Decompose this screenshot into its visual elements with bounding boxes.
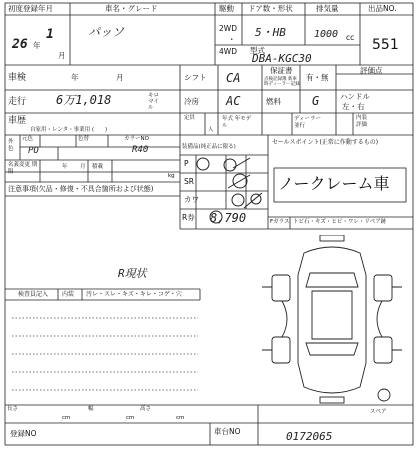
hw-ac: AC bbox=[226, 94, 241, 108]
history-sub-label: 自家用・レンタ・事業用 ( ) bbox=[30, 127, 108, 133]
kg-unit: kg bbox=[168, 173, 175, 179]
displacement-label: 排気量 bbox=[316, 4, 339, 13]
fglass-label: Fガラス bbox=[270, 219, 290, 225]
inspection-year-unit: 年 bbox=[71, 73, 79, 82]
inspection-month-unit: 月 bbox=[116, 73, 124, 82]
model-year-label: 年式 年モデル bbox=[222, 116, 252, 129]
warranty-sub-label: 点検記録簿 新車時ディーラー記録 bbox=[264, 77, 300, 87]
color-no-label: カラーNO bbox=[124, 136, 149, 142]
inspection-label: 車検 bbox=[8, 73, 27, 83]
lot-no-value: 551 bbox=[372, 37, 399, 53]
ac-label: 冷房 bbox=[184, 97, 199, 106]
name-change-year: 年 bbox=[62, 164, 68, 170]
model-label: 型式 bbox=[250, 46, 265, 55]
no-claim-text: ノークレーム車 bbox=[278, 174, 390, 193]
fuel-label: 燃料 bbox=[266, 97, 281, 106]
hw-r-amount: 8,790 bbox=[210, 211, 247, 225]
equip-item-sr: SR bbox=[184, 177, 194, 186]
year-unit: 年 bbox=[33, 41, 41, 50]
history-label: 車歴 bbox=[8, 116, 27, 126]
hw-chassis: 0172065 bbox=[286, 430, 333, 443]
warranty-label: 保証書 bbox=[270, 66, 293, 75]
hw-r-status: R現状 bbox=[118, 267, 147, 280]
color-change-label: 色替 bbox=[78, 136, 90, 142]
drive-4wd: 4WD bbox=[219, 47, 237, 56]
handle-label: ハンドル bbox=[340, 92, 370, 101]
first-reg-label: 初度登録年月 bbox=[8, 4, 53, 13]
handle-value: 左・右 bbox=[342, 102, 365, 111]
selling-points-title: セールスポイント(正常に作動するもの) bbox=[272, 139, 379, 146]
hw-reg-month: 1 bbox=[46, 27, 54, 42]
height-cm: cm bbox=[176, 415, 185, 421]
equip-item-p: P bbox=[184, 159, 189, 168]
door-shape-label: ドア数・形状 bbox=[248, 4, 293, 13]
shift-label: シフト bbox=[184, 73, 207, 82]
hw-color-no: R40 bbox=[132, 145, 149, 155]
inspector-interior-label: 内装 bbox=[62, 291, 75, 298]
capacity-label: 定員 bbox=[184, 115, 196, 121]
interior-score-label: 内装 評価 bbox=[356, 115, 368, 128]
notes-title: 注意事項(欠品・修復・不具合箇所および状態) bbox=[8, 185, 154, 193]
mileage-label: 走行 bbox=[8, 97, 27, 107]
hw-model: DBA-KGC30 bbox=[252, 52, 312, 65]
hw-car-name: パッソ bbox=[88, 25, 125, 39]
chassis-label: 車台NO bbox=[214, 427, 241, 436]
month-unit: 月 bbox=[58, 51, 66, 60]
hw-reg-year: 26 bbox=[12, 37, 28, 52]
loading-label: 積載 bbox=[92, 164, 104, 170]
hw-displacement: 1000 bbox=[314, 29, 339, 40]
drive-dot: ・ bbox=[228, 35, 236, 44]
hw-door-shape: 5・HB bbox=[255, 26, 286, 39]
reg-no-label: 登録NO bbox=[10, 429, 37, 438]
original-color-label: 元色 bbox=[22, 136, 34, 142]
car-damage-diagram bbox=[262, 235, 402, 405]
equip-item-leather: カワ bbox=[184, 195, 199, 204]
length-cm: cm bbox=[62, 415, 71, 421]
length-label: 長さ bbox=[7, 406, 19, 412]
inspector-label: 検査員記入 bbox=[18, 291, 49, 298]
width-cm: cm bbox=[126, 415, 135, 421]
hw-fuel: G bbox=[312, 94, 320, 108]
person-unit: 人 bbox=[208, 127, 214, 133]
warranty-yes-none: 有・無 bbox=[306, 73, 329, 82]
r-ticket-label: R券 bbox=[182, 213, 195, 222]
cc-unit: cc bbox=[346, 33, 355, 42]
drive-2wd: 2WD bbox=[219, 24, 237, 33]
exterior-color-label: 外 色 bbox=[8, 139, 14, 152]
name-grade-label: 車名・グレード bbox=[105, 4, 158, 13]
height-label: 高さ bbox=[140, 406, 152, 412]
equipment-title: 装備品(純正品に限る) bbox=[182, 144, 236, 150]
drive-label: 駆動 bbox=[219, 4, 234, 13]
name-change-month: 月 bbox=[80, 164, 86, 170]
hw-mileage: 6万1,018 bbox=[56, 93, 112, 107]
name-change-label: 名義変更 期限 bbox=[8, 162, 38, 175]
lot-no-label: 出品NO. bbox=[368, 4, 397, 13]
inspector-condition-label: 汚レ・スレ・キズ・キレ・コゲ・穴 bbox=[86, 291, 182, 298]
hw-exterior-color: PO bbox=[28, 146, 39, 156]
hw-shift: CA bbox=[226, 71, 241, 85]
glass-marks-label: トビ石・キズ・ヒビ・ワレ・リペア跡 bbox=[293, 219, 387, 225]
width-label: 幅 bbox=[88, 406, 94, 412]
km-mile-label: キロ マイル bbox=[148, 93, 160, 112]
spare-label: スペア bbox=[370, 409, 387, 415]
score-label: 評価点 bbox=[360, 66, 383, 75]
dealer-label: ディーラー 並行 bbox=[294, 116, 322, 130]
